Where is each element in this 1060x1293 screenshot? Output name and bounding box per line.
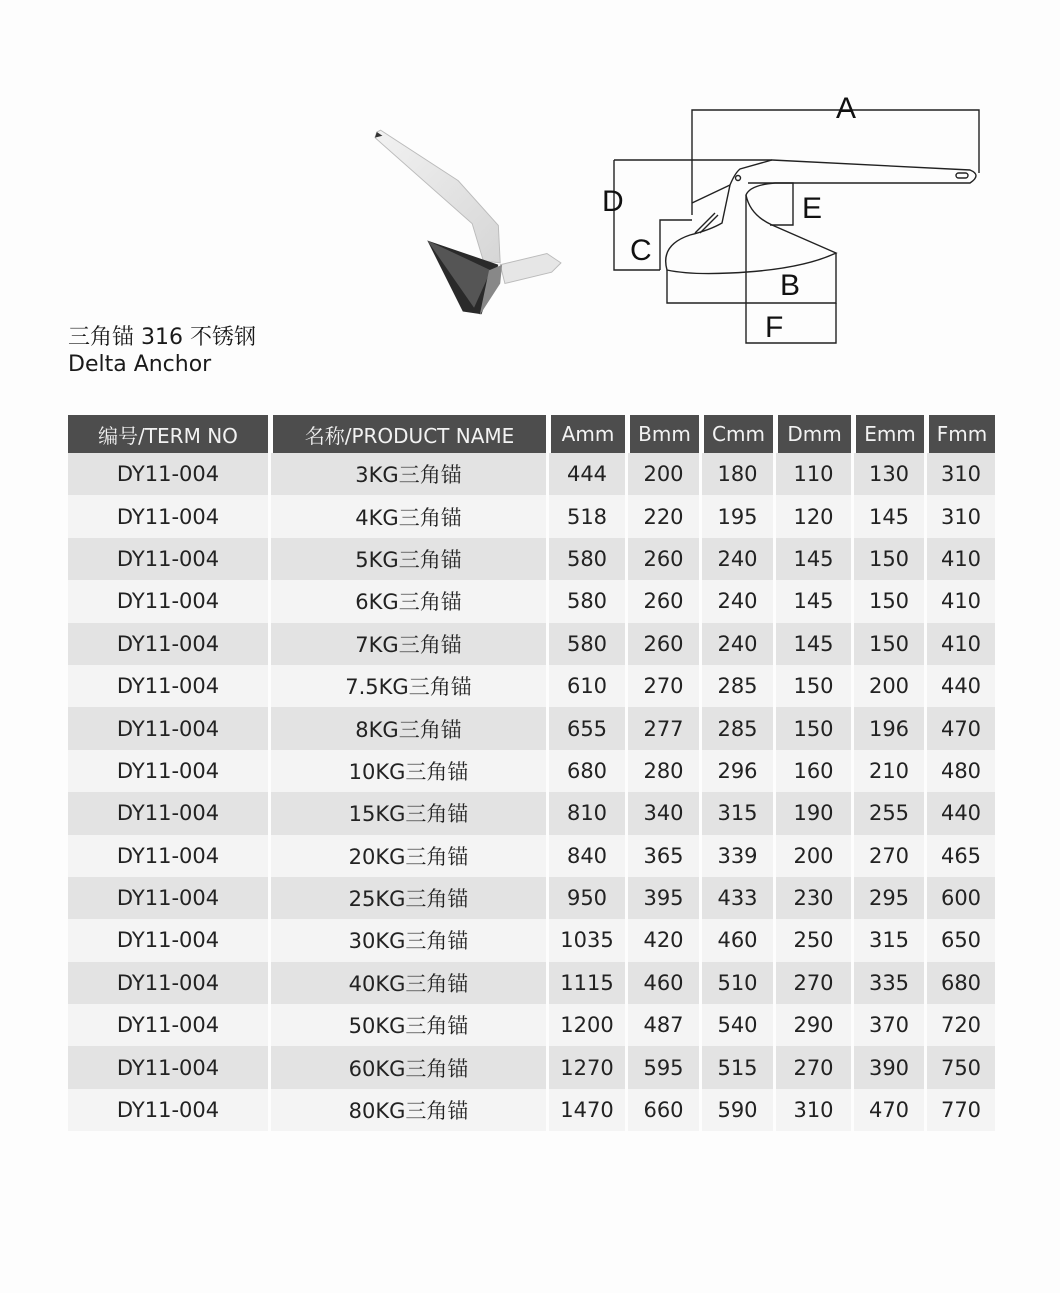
label-b: B	[780, 269, 801, 302]
cell-f: 720	[927, 1004, 995, 1046]
cell-f: 465	[927, 835, 995, 877]
cell-d: 145	[776, 623, 851, 665]
cell-e: 150	[854, 580, 924, 622]
table-row	[68, 835, 995, 877]
cell-d: 145	[776, 580, 851, 622]
header-term-no: 编号/TERM NO	[68, 415, 268, 453]
cell-d: 110	[776, 453, 851, 495]
cell-d: 145	[776, 538, 851, 580]
cell-c: 510	[702, 962, 773, 1004]
cell-a: 680	[549, 750, 625, 792]
cell-a: 518	[549, 495, 625, 537]
cell-b: 260	[628, 538, 699, 580]
cell-term-no: DY11-004	[68, 495, 268, 537]
cell-e: 335	[854, 962, 924, 1004]
cell-d: 250	[776, 919, 851, 961]
cell-d: 270	[776, 962, 851, 1004]
cell-term-no: DY11-004	[68, 623, 268, 665]
cell-d: 120	[776, 495, 851, 537]
cell-e: 210	[854, 750, 924, 792]
cell-f: 410	[927, 538, 995, 580]
cell-b: 270	[628, 665, 699, 707]
cell-b: 395	[628, 877, 699, 919]
cell-a: 444	[549, 453, 625, 495]
label-c: C	[630, 234, 652, 267]
cell-a: 1115	[549, 962, 625, 1004]
table-row	[68, 1046, 995, 1088]
cell-f: 680	[927, 962, 995, 1004]
cell-b: 365	[628, 835, 699, 877]
table-row	[68, 538, 995, 580]
cell-term-no: DY11-004	[68, 453, 268, 495]
cell-c: 240	[702, 623, 773, 665]
cell-a: 655	[549, 707, 625, 749]
cell-f: 770	[927, 1089, 995, 1131]
table-row	[68, 495, 995, 537]
cell-b: 420	[628, 919, 699, 961]
cell-product-name: 60KG三角锚	[271, 1046, 546, 1088]
cell-term-no: DY11-004	[68, 538, 268, 580]
cell-c: 195	[702, 495, 773, 537]
cell-term-no: DY11-004	[68, 665, 268, 707]
cell-f: 440	[927, 665, 995, 707]
label-a: A	[836, 92, 857, 125]
cell-b: 660	[628, 1089, 699, 1131]
dimension-diagram	[600, 85, 1000, 355]
cell-c: 296	[702, 750, 773, 792]
cell-term-no: DY11-004	[68, 792, 268, 834]
cell-e: 130	[854, 453, 924, 495]
spec-table	[65, 415, 998, 1131]
header-f: Fmm	[927, 415, 995, 453]
cell-d: 160	[776, 750, 851, 792]
cell-d: 310	[776, 1089, 851, 1131]
cell-e: 370	[854, 1004, 924, 1046]
product-title	[68, 324, 256, 378]
product-title-en: Delta Anchor	[68, 352, 212, 377]
cell-e: 145	[854, 495, 924, 537]
cell-e: 150	[854, 623, 924, 665]
cell-b: 260	[628, 623, 699, 665]
header-b: Bmm	[628, 415, 699, 453]
cell-d: 150	[776, 665, 851, 707]
cell-f: 600	[927, 877, 995, 919]
cell-term-no: DY11-004	[68, 962, 268, 1004]
cell-product-name: 20KG三角锚	[271, 835, 546, 877]
cell-e: 390	[854, 1046, 924, 1088]
table-row	[68, 919, 995, 961]
cell-product-name: 15KG三角锚	[271, 792, 546, 834]
cell-product-name: 6KG三角锚	[271, 580, 546, 622]
header-a: Amm	[549, 415, 625, 453]
cell-e: 315	[854, 919, 924, 961]
label-e: E	[802, 192, 823, 225]
cell-b: 595	[628, 1046, 699, 1088]
cell-c: 285	[702, 665, 773, 707]
cell-c: 180	[702, 453, 773, 495]
cell-b: 200	[628, 453, 699, 495]
cell-e: 270	[854, 835, 924, 877]
table-row	[68, 580, 995, 622]
cell-f: 750	[927, 1046, 995, 1088]
product-title-cn: 三角锚 316 不锈钢	[68, 325, 256, 350]
cell-a: 1470	[549, 1089, 625, 1131]
label-f: F	[765, 311, 784, 344]
header-c: Cmm	[702, 415, 773, 453]
cell-a: 1270	[549, 1046, 625, 1088]
cell-product-name: 3KG三角锚	[271, 453, 546, 495]
cell-d: 190	[776, 792, 851, 834]
cell-c: 240	[702, 538, 773, 580]
cell-product-name: 40KG三角锚	[271, 962, 546, 1004]
cell-b: 277	[628, 707, 699, 749]
cell-f: 470	[927, 707, 995, 749]
cell-f: 310	[927, 495, 995, 537]
cell-term-no: DY11-004	[68, 1089, 268, 1131]
cell-d: 290	[776, 1004, 851, 1046]
cell-product-name: 50KG三角锚	[271, 1004, 546, 1046]
cell-f: 310	[927, 453, 995, 495]
header-e: Emm	[854, 415, 924, 453]
table-row	[68, 707, 995, 749]
cell-b: 280	[628, 750, 699, 792]
cell-f: 410	[927, 580, 995, 622]
table-row	[68, 750, 995, 792]
cell-term-no: DY11-004	[68, 580, 268, 622]
cell-c: 460	[702, 919, 773, 961]
cell-product-name: 7.5KG三角锚	[271, 665, 546, 707]
cell-a: 1200	[549, 1004, 625, 1046]
cell-e: 200	[854, 665, 924, 707]
cell-c: 285	[702, 707, 773, 749]
cell-product-name: 8KG三角锚	[271, 707, 546, 749]
cell-a: 840	[549, 835, 625, 877]
cell-d: 150	[776, 707, 851, 749]
cell-c: 433	[702, 877, 773, 919]
cell-f: 650	[927, 919, 995, 961]
cell-product-name: 4KG三角锚	[271, 495, 546, 537]
cell-d: 270	[776, 1046, 851, 1088]
cell-a: 610	[549, 665, 625, 707]
cell-product-name: 30KG三角锚	[271, 919, 546, 961]
cell-e: 470	[854, 1089, 924, 1131]
cell-a: 580	[549, 623, 625, 665]
table-row	[68, 665, 995, 707]
cell-a: 950	[549, 877, 625, 919]
cell-term-no: DY11-004	[68, 750, 268, 792]
table-row	[68, 1089, 995, 1131]
cell-e: 150	[854, 538, 924, 580]
cell-term-no: DY11-004	[68, 919, 268, 961]
cell-a: 810	[549, 792, 625, 834]
cell-f: 410	[927, 623, 995, 665]
table-row	[68, 792, 995, 834]
cell-d: 230	[776, 877, 851, 919]
cell-product-name: 7KG三角锚	[271, 623, 546, 665]
cell-b: 220	[628, 495, 699, 537]
cell-c: 315	[702, 792, 773, 834]
cell-b: 260	[628, 580, 699, 622]
cell-product-name: 10KG三角锚	[271, 750, 546, 792]
cell-a: 580	[549, 538, 625, 580]
cell-c: 339	[702, 835, 773, 877]
cell-term-no: DY11-004	[68, 835, 268, 877]
cell-d: 200	[776, 835, 851, 877]
table-header-row	[68, 415, 995, 453]
cell-e: 196	[854, 707, 924, 749]
cell-f: 480	[927, 750, 995, 792]
cell-f: 440	[927, 792, 995, 834]
anchor-photo	[360, 118, 575, 333]
cell-a: 580	[549, 580, 625, 622]
cell-c: 240	[702, 580, 773, 622]
cell-product-name: 80KG三角锚	[271, 1089, 546, 1131]
cell-term-no: DY11-004	[68, 877, 268, 919]
cell-product-name: 5KG三角锚	[271, 538, 546, 580]
table-row	[68, 453, 995, 495]
label-d: D	[602, 185, 624, 218]
cell-a: 1035	[549, 919, 625, 961]
cell-e: 255	[854, 792, 924, 834]
cell-term-no: DY11-004	[68, 1046, 268, 1088]
cell-b: 340	[628, 792, 699, 834]
table-row	[68, 623, 995, 665]
table-row	[68, 962, 995, 1004]
cell-e: 295	[854, 877, 924, 919]
cell-term-no: DY11-004	[68, 1004, 268, 1046]
cell-term-no: DY11-004	[68, 707, 268, 749]
header-d: Dmm	[776, 415, 851, 453]
cell-b: 487	[628, 1004, 699, 1046]
cell-product-name: 25KG三角锚	[271, 877, 546, 919]
cell-c: 590	[702, 1089, 773, 1131]
cell-c: 540	[702, 1004, 773, 1046]
table-row	[68, 1004, 995, 1046]
cell-b: 460	[628, 962, 699, 1004]
cell-c: 515	[702, 1046, 773, 1088]
header-product-name: 名称/PRODUCT NAME	[271, 415, 546, 453]
table-row	[68, 877, 995, 919]
